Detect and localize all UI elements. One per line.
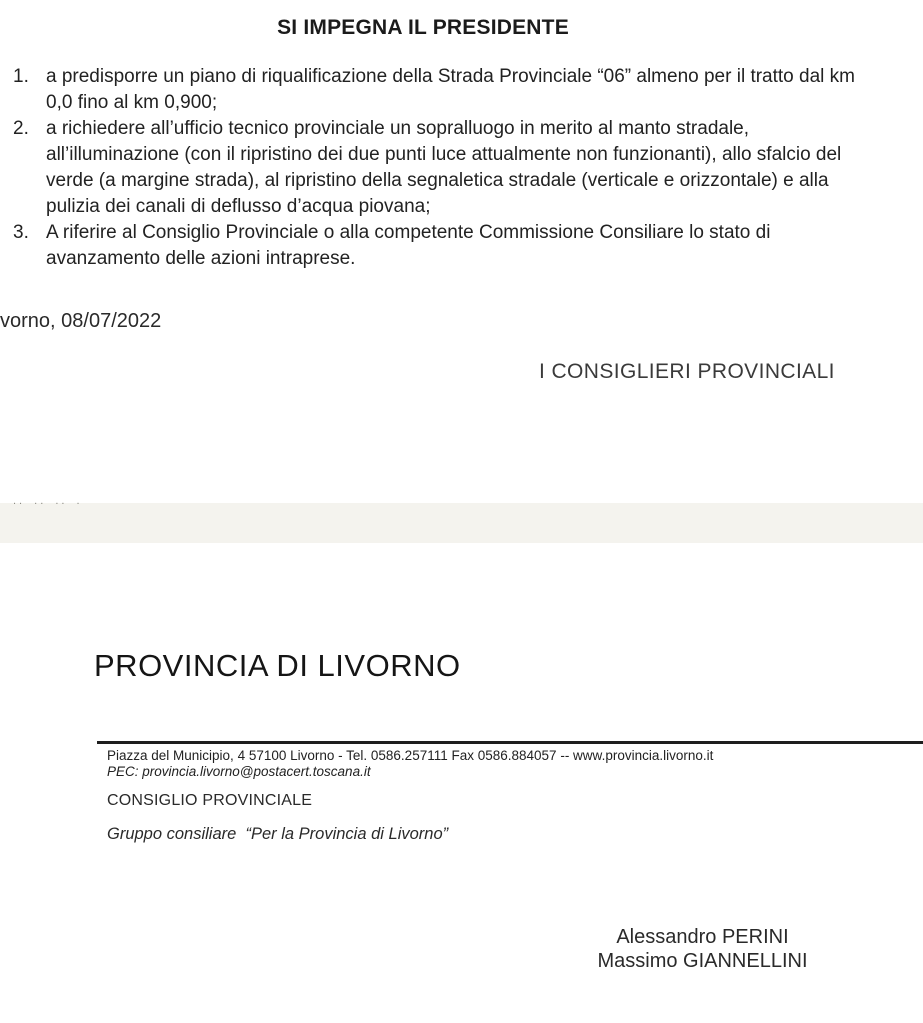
list-item — [13, 64, 885, 116]
letterhead-address: Piazza del Municipio, 4 57100 Livorno - Tel. 0586.257111 Fax 0586.884057 -- www.provincia.livorno.it — [107, 748, 714, 763]
list-item-number: 1. — [13, 66, 29, 87]
letterhead-pec: PEC: provincia.livorno@postacert.toscana.it — [107, 764, 371, 779]
list-item-text: A riferire al Consiglio Provinciale o alla competente Commissione Consiliare lo stato di avanzamento delle azioni intraprese. — [46, 222, 771, 269]
list-item — [13, 116, 885, 220]
scan-artifact-band — [0, 503, 923, 543]
list-item-number: 3. — [13, 222, 29, 243]
list-item-text: a predisporre un piano di riqualificazione della Strada Provinciale “06” almeno per il tratto dal km 0,0 fino al km 0,900; — [46, 66, 855, 113]
letterhead-divider — [97, 741, 923, 744]
list-item-text: a richiedere all’ufficio tecnico provinciale un sopralluogo in merito al manto stradale, all’illuminazione (con il ripristino dei due punti luce attualmente non funzionanti), allo sfalcio del verde (a margine strada), al ripristino della segnaletica stradale (verticale e orizzontale) e alla pulizia dei canali di deflusso d’acqua piovana; — [46, 118, 842, 217]
place-and-date: vorno, 08/07/2022 — [0, 310, 162, 332]
signatory-name: Massimo GIANNELLINI — [597, 950, 808, 972]
resolution-list — [13, 64, 885, 272]
signature-heading: I CONSIGLIERI PROVINCIALI — [539, 360, 835, 383]
signatories-block — [500, 925, 905, 973]
letterhead-org-name: PROVINCIA DI LIVORNO — [94, 648, 461, 683]
signatory-name: Alessandro PERINI — [616, 926, 789, 948]
faded-scan-marks: .. .. .. . — [13, 495, 83, 507]
document-title: SI IMPEGNA IL PRESIDENTE — [277, 16, 569, 39]
list-item-number: 2. — [13, 118, 29, 139]
council-group-label: Gruppo consiliare “Per la Provincia di Livorno” — [107, 825, 449, 843]
list-item — [13, 220, 885, 272]
council-label: CONSIGLIO PROVINCIALE — [107, 792, 313, 809]
